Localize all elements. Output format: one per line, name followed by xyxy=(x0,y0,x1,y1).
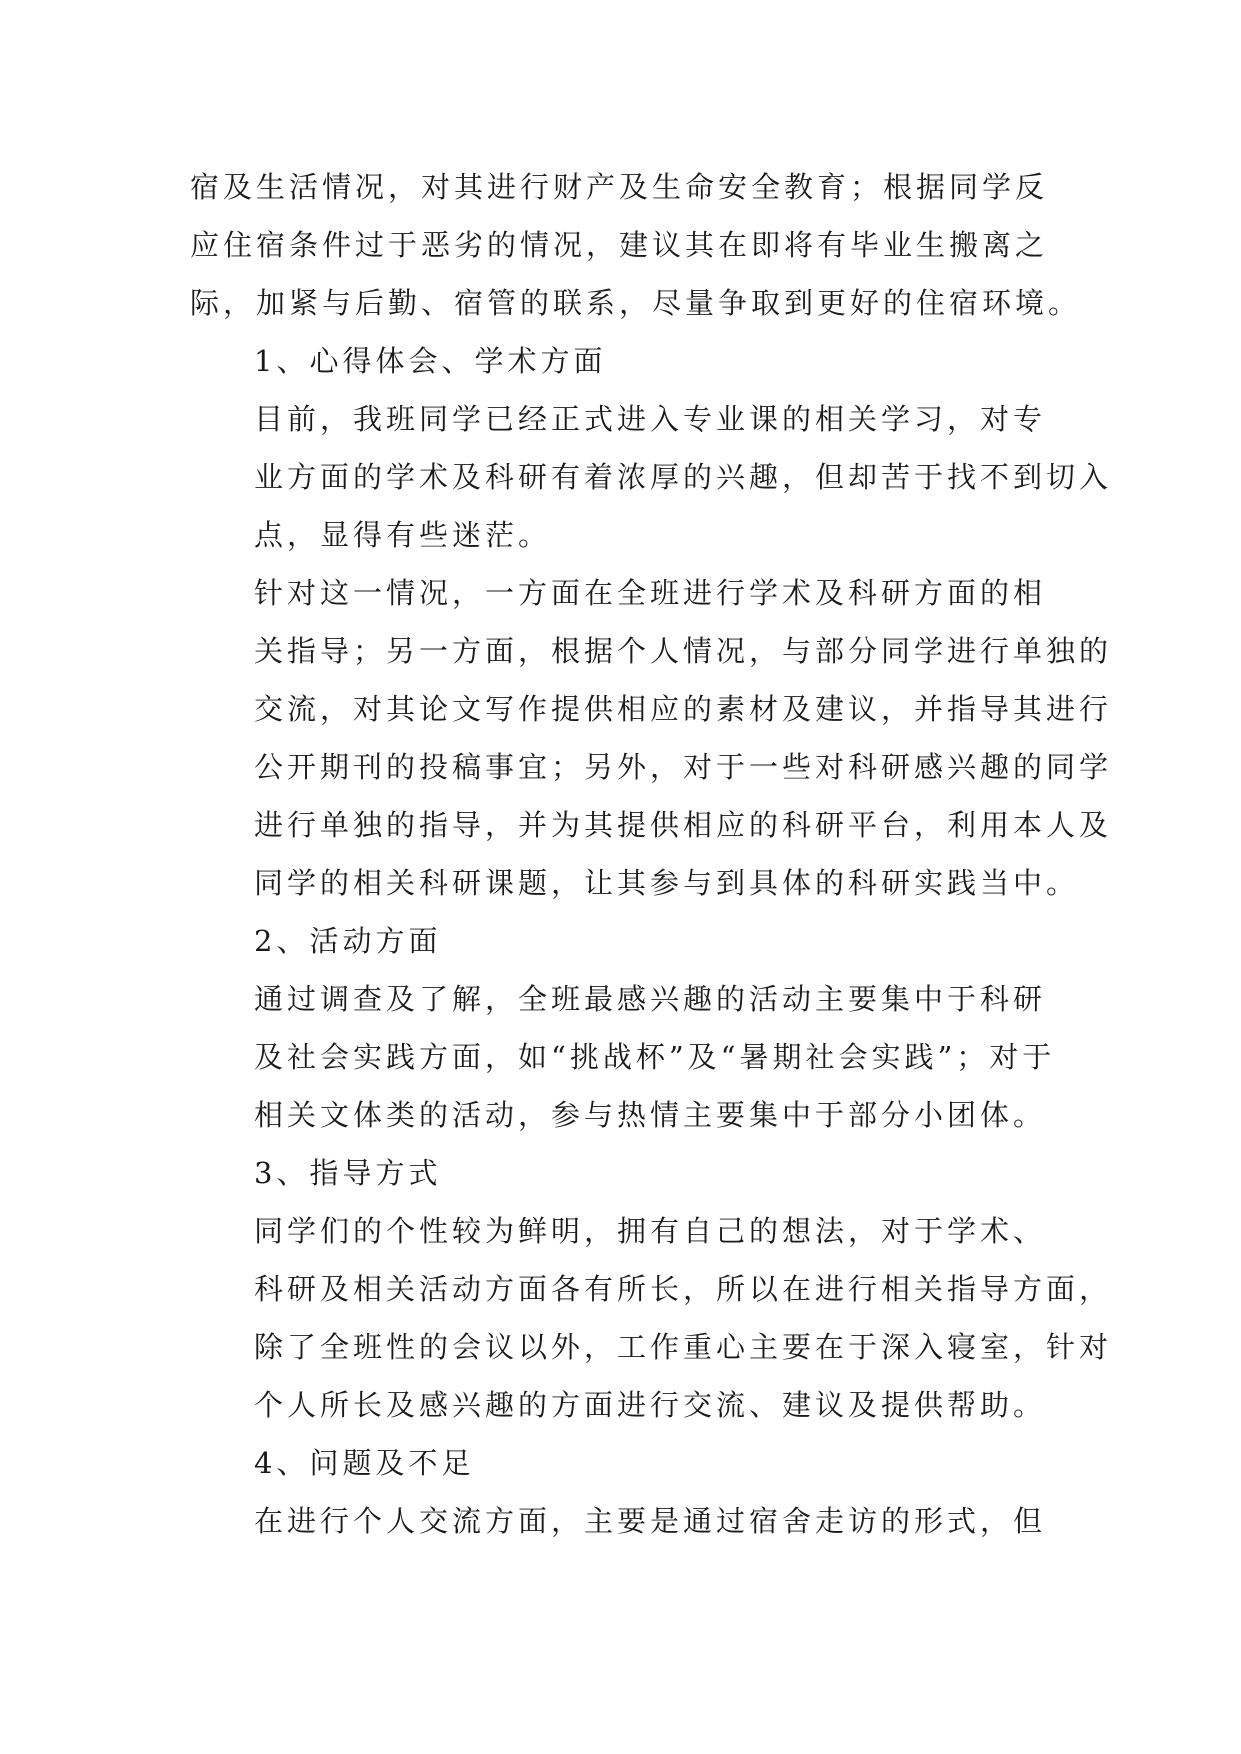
text-line: 关指导；另一方面，根据个人情况，与部分同学进行单独的 xyxy=(254,634,1113,668)
paragraph-academic-measures xyxy=(190,564,1113,912)
text-line: 交流，对其论文写作提供相应的素材及建议，并指导其进行 xyxy=(254,692,1113,726)
heading-text: 3、指导方式 xyxy=(254,1156,442,1190)
document-body xyxy=(190,158,1113,1550)
heading-text: 2、活动方面 xyxy=(254,924,442,958)
text-line: 应住宿条件过于恶劣的情况，建议其在即将有毕业生搬离之 xyxy=(190,228,1049,262)
text-line: 通过调查及了解，全班最感兴趣的活动主要集中于科研 xyxy=(254,982,1047,1016)
text-line: 个人所长及感兴趣的方面进行交流、建议及提供帮助。 xyxy=(254,1388,1047,1422)
section-heading-problems xyxy=(190,1434,1050,1492)
paragraph-problems xyxy=(190,1492,1050,1550)
text-line: 点，显得有些迷茫。 xyxy=(254,518,552,552)
paragraph-continuation xyxy=(190,158,1082,332)
text-line: 进行单独的指导，并为其提供相应的科研平台，利用本人及 xyxy=(254,808,1113,842)
text-line: 际，加紧与后勤、宿管的联系，尽量争取到更好的住宿环境。 xyxy=(190,286,1082,320)
text-line: 同学们的个性较为鲜明，拥有自己的想法，对于学术、 xyxy=(254,1214,1047,1248)
text-line: 科研及相关活动方面各有所长，所以在进行相关指导方面， xyxy=(254,1272,1113,1306)
text-line: 公开期刊的投稿事宜；另外，对于一些对科研感兴趣的同学 xyxy=(254,750,1113,784)
paragraph-activities xyxy=(190,970,1056,1144)
text-line: 除了全班性的会议以外，工作重心主要在于深入寝室，针对 xyxy=(254,1330,1113,1364)
text-line: 针对这一情况，一方面在全班进行学术及科研方面的相 xyxy=(254,576,1047,610)
text-line: 相关文体类的活动，参与热情主要集中于部分小团体。 xyxy=(254,1098,1047,1132)
paragraph-academic-status xyxy=(190,390,1113,564)
text-line: 宿及生活情况，对其进行财产及生命安全教育；根据同学反 xyxy=(190,170,1049,204)
heading-text: 1、心得体会、学术方面 xyxy=(254,344,607,378)
section-heading-guidance xyxy=(190,1144,1050,1202)
heading-text: 4、问题及不足 xyxy=(254,1446,475,1480)
section-heading-activities xyxy=(190,912,1050,970)
text-line: 及社会实践方面，如“挑战杯”及“暑期社会实践”；对于 xyxy=(254,1040,1056,1074)
paragraph-guidance xyxy=(190,1202,1113,1434)
section-heading-academic xyxy=(190,332,1050,390)
text-line: 目前，我班同学已经正式进入专业课的相关学习，对专 xyxy=(254,402,1047,436)
text-line: 业方面的学术及科研有着浓厚的兴趣，但却苦于找不到切入 xyxy=(254,460,1113,494)
text-line: 在进行个人交流方面，主要是通过宿舍走访的形式，但 xyxy=(254,1504,1047,1538)
text-line: 同学的相关科研课题，让其参与到具体的科研实践当中。 xyxy=(254,866,1080,900)
